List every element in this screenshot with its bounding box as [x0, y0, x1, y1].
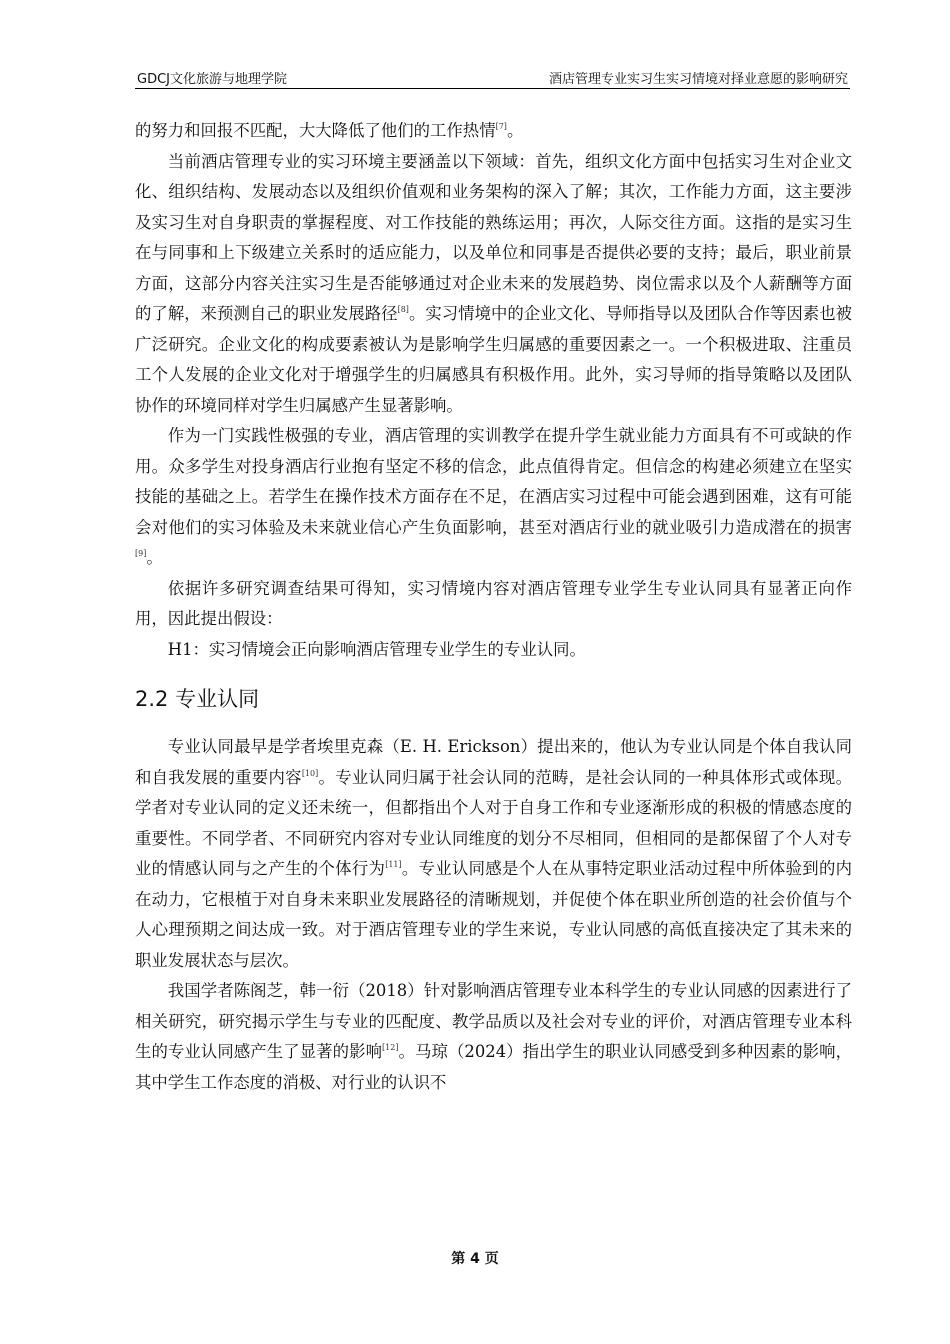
section-heading: 2.2 专业认同	[135, 687, 260, 711]
body-text	[135, 116, 852, 1098]
paragraph: 的努力和回报不匹配，大大降低了他们的工作热情[7]。	[135, 121, 524, 140]
citation: [12]	[382, 1043, 399, 1052]
header-paper-title: 酒店管理专业实习生实习情境对择业意愿的影响研究	[548, 72, 848, 87]
citation: [10]	[301, 768, 319, 778]
citation: [8]	[397, 305, 409, 314]
citation: [7]	[495, 122, 507, 131]
page-header	[135, 64, 850, 89]
hypothesis: H1：实习情境会正向影响酒店管理专业学生的专业认同。	[167, 639, 586, 659]
page-number: 第 4 页	[451, 1251, 499, 1267]
paragraph: 依据许多研究调查结果可得知，实习情境内容对酒店管理专业学生专业认同具有显著正向作用，因此提出假设：	[135, 578, 852, 628]
paragraph: 专业认同最早是学者埃里克森（E. H. Erickson）提出来的，他认为专业认同是个体自我认同和自我发展的重要内容[10]。专业认同归属于社会认同的范畴，是社会认同的一种具体形式或体现。学者对专业认同的定义还未统一，但都指出个人对于自身工作和专业逐渐形成的积极的情感态度的重要性。不同学者、不同研究内容对专业认同维度的划分不尽相同，但相同的是都保留了个人对专业的情感认同与之产生的个体行为[11]。专业认同感是个人在从事特定职业活动过程中所体验到的内在动力，它根植于对自身未来职业发展路径的清晰规划，并促使个体在职业所创造的社会价值与个人心理预期之间达成一致。对于酒店管理专业的学生来说，专业认同感的高低直接决定了其未来的职业发展状态与层次。	[135, 737, 853, 970]
paragraph: 我国学者陈阁芝，韩一衍（2018）针对影响酒店管理专业本科学生的专业认同感的因素进行了相关研究，研究揭示学生与专业的匹配度、教学品质以及社会对专业的评价，对酒店管理专业本科生的专业认同感产生了显著的影响[12]。马琼（2024）指出学生的职业认同感受到多种因素的影响，其中学生工作态度的消极、对行业的认识不	[135, 981, 852, 1092]
paragraph: 当前酒店管理专业的实习环境主要涵盖以下领域：首先，组织文化方面中包括实习生对企业文化、组织结构、发展动态以及组织价值观和业务架构的深入了解；其次，工作能力方面，这主要涉及实习生对自身职责的掌握程度、对工作技能的熟练运用；再次，人际交往方面。这指的是实习生在与同事和上下级建立关系时的适应能力，以及单位和同事是否提供必要的支持；最后，职业前景方面，这部分内容关注实习生是否能够通过对企业未来的发展趋势、岗位需求以及个人薪酬等方面的了解，来预测自己的职业发展路径[8]。实习情境中的企业文化、导师指导以及团队合作等因素也被广泛研究。企业文化的构成要素被认为是影响学生归属感的重要因素之一。一个积极进取、注重员工个人发展的企业文化对于增强学生的归属感具有积极作用。此外，实习导师的指导策略以及团队协作的环境同样对学生归属感产生显著影响。	[135, 151, 853, 415]
citation: [9]	[135, 549, 147, 558]
citation: [11]	[385, 860, 402, 869]
header-institution: GDCJ文化旅游与地理学院	[137, 72, 287, 87]
paragraph: 作为一门实践性极强的专业，酒店管理的实训教学在提升学生就业能力方面具有不可或缺的作用。众多学生对投身酒店行业抱有坚定不移的信念，此点值得肯定。但信念的构建必须建立在坚实技能的基础之上。若学生在操作技术方面存在不足，在酒店实习过程中可能会遇到困难，这有可能会对他们的实习体验及未来就业信心产生负面影响，甚至对酒店行业的就业吸引力造成潜在的损害[9]。	[135, 426, 852, 567]
